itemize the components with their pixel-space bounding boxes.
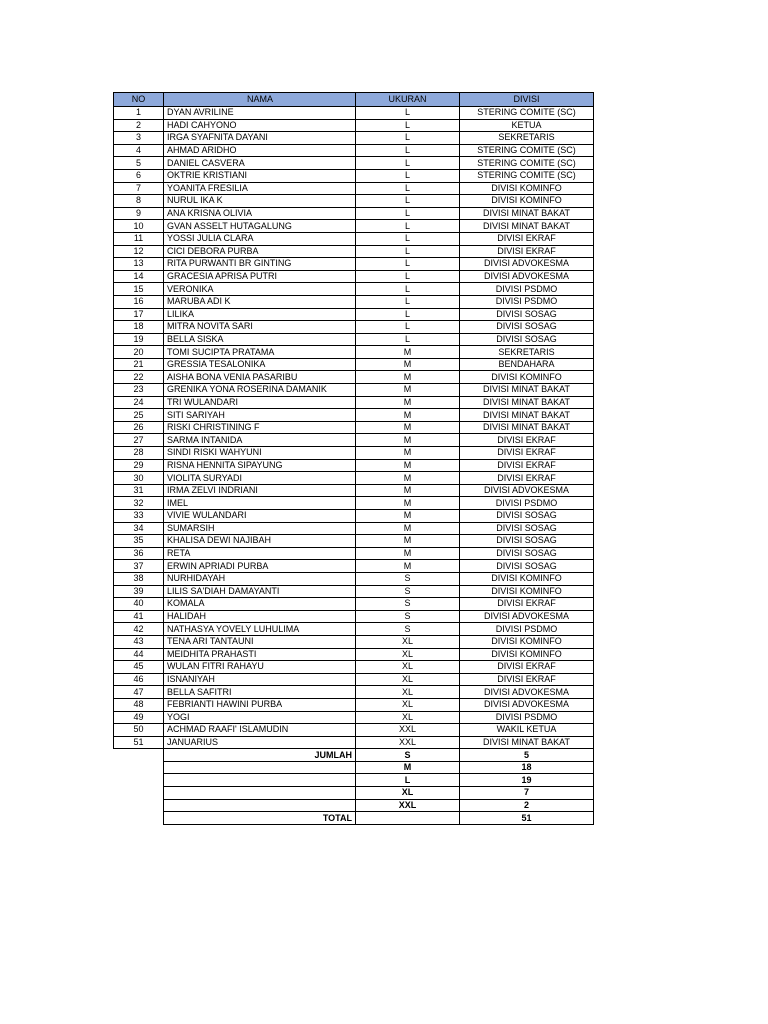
- cell-divisi[interactable]: DIVISI EKRAF: [460, 459, 594, 472]
- cell-divisi[interactable]: DIVISI SOSAG: [460, 522, 594, 535]
- table-row: [114, 547, 594, 560]
- cell-no[interactable]: 32: [114, 497, 164, 510]
- summary-row: [114, 749, 594, 762]
- cell-no[interactable]: 45: [114, 661, 164, 674]
- total-empty-cell[interactable]: [356, 812, 460, 825]
- summary-size[interactable]: S: [356, 749, 460, 762]
- table-row: [114, 673, 594, 686]
- summary-size[interactable]: L: [356, 774, 460, 787]
- cell-no[interactable]: 38: [114, 572, 164, 585]
- cell-divisi[interactable]: DIVISI ADVOKESMA: [460, 610, 594, 623]
- table-row: [114, 396, 594, 409]
- table-row: [114, 572, 594, 585]
- cell-divisi[interactable]: DIVISI KOMINFO: [460, 635, 594, 648]
- table-row: [114, 283, 594, 296]
- cell-divisi[interactable]: DIVISI PSDMO: [460, 623, 594, 636]
- cell-ukuran[interactable]: L: [356, 283, 460, 296]
- cell-ukuran[interactable]: L: [356, 232, 460, 245]
- summary-row: [114, 774, 594, 787]
- header-row: [114, 93, 594, 107]
- cell-ukuran[interactable]: M: [356, 434, 460, 447]
- cell-nama[interactable]: YOSSI JULIA CLARA: [164, 232, 356, 245]
- cell-divisi[interactable]: DIVISI ADVOKESMA: [460, 258, 594, 271]
- cell-divisi[interactable]: STERING COMITE (SC): [460, 169, 594, 182]
- table-row: [114, 144, 594, 157]
- cell-no[interactable]: 3: [114, 132, 164, 145]
- cell-no[interactable]: 34: [114, 522, 164, 535]
- blank-cell: [114, 761, 164, 774]
- table-row: [114, 661, 594, 674]
- cell-ukuran[interactable]: XL: [356, 686, 460, 699]
- cell-nama[interactable]: AHMAD ARIDHO: [164, 144, 356, 157]
- cell-divisi[interactable]: DIVISI EKRAF: [460, 245, 594, 258]
- cell-no[interactable]: 39: [114, 585, 164, 598]
- cell-ukuran[interactable]: L: [356, 321, 460, 334]
- cell-nama[interactable]: TRI WULANDARI: [164, 396, 356, 409]
- cell-nama[interactable]: AISHA BONA VENIA PASARIBU: [164, 371, 356, 384]
- cell-divisi[interactable]: DIVISI ADVOKESMA: [460, 484, 594, 497]
- cell-divisi[interactable]: DIVISI SOSAG: [460, 547, 594, 560]
- table-row: [114, 560, 594, 573]
- header-nama[interactable]: NAMA: [164, 93, 356, 107]
- cell-nama[interactable]: MITRA NOVITA SARI: [164, 321, 356, 334]
- table-row: [114, 258, 594, 271]
- table-row: [114, 484, 594, 497]
- summary-label-cell[interactable]: [164, 799, 356, 812]
- cell-nama[interactable]: RETA: [164, 547, 356, 560]
- cell-no[interactable]: 17: [114, 308, 164, 321]
- table-row: [114, 409, 594, 422]
- cell-ukuran[interactable]: M: [356, 472, 460, 485]
- cell-ukuran[interactable]: M: [356, 409, 460, 422]
- table-row: [114, 270, 594, 283]
- cell-divisi[interactable]: DIVISI KOMINFO: [460, 572, 594, 585]
- cell-no[interactable]: 20: [114, 346, 164, 359]
- cell-nama[interactable]: SINDI RISKI WAHYUNI: [164, 447, 356, 460]
- cell-nama[interactable]: TENA ARI TANTAUNI: [164, 635, 356, 648]
- cell-ukuran[interactable]: M: [356, 396, 460, 409]
- cell-divisi[interactable]: DIVISI MINAT BAKAT: [460, 421, 594, 434]
- cell-no[interactable]: 13: [114, 258, 164, 271]
- cell-no[interactable]: 10: [114, 220, 164, 233]
- table-row: [114, 472, 594, 485]
- table-row: [114, 358, 594, 371]
- table-body: [114, 107, 594, 825]
- cell-nama[interactable]: GVAN ASSELT HUTAGALUNG: [164, 220, 356, 233]
- summary-label-cell[interactable]: [164, 774, 356, 787]
- cell-divisi[interactable]: DIVISI MINAT BAKAT: [460, 384, 594, 397]
- summary-count[interactable]: 18: [460, 761, 594, 774]
- cell-divisi[interactable]: DIVISI PSDMO: [460, 295, 594, 308]
- table-row: [114, 724, 594, 737]
- summary-count[interactable]: 19: [460, 774, 594, 787]
- cell-no[interactable]: 48: [114, 698, 164, 711]
- table-row: [114, 497, 594, 510]
- cell-ukuran[interactable]: L: [356, 245, 460, 258]
- cell-divisi[interactable]: DIVISI EKRAF: [460, 232, 594, 245]
- table-row: [114, 384, 594, 397]
- cell-ukuran[interactable]: L: [356, 207, 460, 220]
- cell-nama[interactable]: ANA KRISNA OLIVIA: [164, 207, 356, 220]
- cell-divisi[interactable]: WAKIL KETUA: [460, 724, 594, 737]
- cell-ukuran[interactable]: L: [356, 258, 460, 271]
- cell-nama[interactable]: FEBRIANTI HAWINI PURBA: [164, 698, 356, 711]
- cell-ukuran[interactable]: XL: [356, 661, 460, 674]
- cell-divisi[interactable]: DIVISI EKRAF: [460, 661, 594, 674]
- cell-ukuran[interactable]: M: [356, 384, 460, 397]
- cell-divisi[interactable]: DIVISI MINAT BAKAT: [460, 396, 594, 409]
- cell-no[interactable]: 18: [114, 321, 164, 334]
- summary-size[interactable]: XL: [356, 787, 460, 800]
- cell-no[interactable]: 11: [114, 232, 164, 245]
- cell-ukuran[interactable]: S: [356, 585, 460, 598]
- cell-nama[interactable]: VERONIKA: [164, 283, 356, 296]
- summary-row: [114, 761, 594, 774]
- cell-no[interactable]: 8: [114, 195, 164, 208]
- table-row: [114, 107, 594, 120]
- cell-nama[interactable]: TOMI SUCIPTA PRATAMA: [164, 346, 356, 359]
- cell-nama[interactable]: CICI DEBORA PURBA: [164, 245, 356, 258]
- table-row: [114, 711, 594, 724]
- table-row: [114, 132, 594, 145]
- table-row: [114, 220, 594, 233]
- cell-divisi[interactable]: DIVISI ADVOKESMA: [460, 270, 594, 283]
- blank-cell: [114, 774, 164, 787]
- cell-divisi[interactable]: KETUA: [460, 119, 594, 132]
- table-row: [114, 182, 594, 195]
- cell-ukuran[interactable]: L: [356, 220, 460, 233]
- cell-nama[interactable]: IRMA ZELVI INDRIANI: [164, 484, 356, 497]
- cell-no[interactable]: 26: [114, 421, 164, 434]
- summary-count[interactable]: 5: [460, 749, 594, 762]
- table-row: [114, 195, 594, 208]
- cell-nama[interactable]: DANIEL CASVERA: [164, 157, 356, 170]
- table-row: [114, 119, 594, 132]
- table-row: [114, 207, 594, 220]
- cell-ukuran[interactable]: M: [356, 497, 460, 510]
- cell-no[interactable]: 37: [114, 560, 164, 573]
- cell-divisi[interactable]: DIVISI SOSAG: [460, 333, 594, 346]
- cell-divisi[interactable]: DIVISI KOMINFO: [460, 585, 594, 598]
- cell-no[interactable]: 33: [114, 510, 164, 523]
- cell-nama[interactable]: GRACESIA APRISA PUTRI: [164, 270, 356, 283]
- cell-divisi[interactable]: DIVISI SOSAG: [460, 535, 594, 548]
- table-row: [114, 346, 594, 359]
- cell-ukuran[interactable]: M: [356, 484, 460, 497]
- cell-divisi[interactable]: DIVISI PSDMO: [460, 497, 594, 510]
- summary-row: [114, 799, 594, 812]
- cell-divisi[interactable]: DIVISI EKRAF: [460, 434, 594, 447]
- cell-ukuran[interactable]: M: [356, 371, 460, 384]
- cell-ukuran[interactable]: L: [356, 308, 460, 321]
- cell-ukuran[interactable]: XL: [356, 635, 460, 648]
- cell-ukuran[interactable]: M: [356, 522, 460, 535]
- table-row: [114, 245, 594, 258]
- cell-ukuran[interactable]: L: [356, 333, 460, 346]
- table-row: [114, 610, 594, 623]
- total-row: [114, 812, 594, 825]
- cell-ukuran[interactable]: M: [356, 346, 460, 359]
- cell-no[interactable]: 4: [114, 144, 164, 157]
- cell-ukuran[interactable]: XL: [356, 648, 460, 661]
- summary-count[interactable]: 7: [460, 787, 594, 800]
- summary-label-cell[interactable]: [164, 787, 356, 800]
- cell-no[interactable]: 24: [114, 396, 164, 409]
- cell-nama[interactable]: RISNA HENNITA SIPAYUNG: [164, 459, 356, 472]
- cell-nama[interactable]: SITI SARIYAH: [164, 409, 356, 422]
- cell-no[interactable]: 35: [114, 535, 164, 548]
- table-row: [114, 447, 594, 460]
- cell-ukuran[interactable]: S: [356, 610, 460, 623]
- cell-nama[interactable]: LILIS SA'DIAH DAMAYANTI: [164, 585, 356, 598]
- cell-divisi[interactable]: DIVISI EKRAF: [460, 598, 594, 611]
- cell-nama[interactable]: NATHASYA YOVELY LUHULIMA: [164, 623, 356, 636]
- blank-cell: [114, 749, 164, 762]
- cell-divisi[interactable]: DIVISI SOSAG: [460, 560, 594, 573]
- header-divisi[interactable]: DIVISI: [460, 93, 594, 107]
- cell-ukuran[interactable]: M: [356, 421, 460, 434]
- cell-no[interactable]: 7: [114, 182, 164, 195]
- summary-size[interactable]: M: [356, 761, 460, 774]
- cell-nama[interactable]: MARUBA ADI K: [164, 295, 356, 308]
- cell-ukuran[interactable]: XXL: [356, 724, 460, 737]
- cell-divisi[interactable]: DIVISI SOSAG: [460, 321, 594, 334]
- cell-divisi[interactable]: DIVISI PSDMO: [460, 711, 594, 724]
- cell-nama[interactable]: HADI CAHYONO: [164, 119, 356, 132]
- cell-no[interactable]: 44: [114, 648, 164, 661]
- cell-ukuran[interactable]: S: [356, 572, 460, 585]
- blank-cell: [114, 787, 164, 800]
- table-row: [114, 598, 594, 611]
- cell-ukuran[interactable]: L: [356, 157, 460, 170]
- cell-no[interactable]: 1: [114, 107, 164, 120]
- cell-nama[interactable]: HALIDAH: [164, 610, 356, 623]
- cell-ukuran[interactable]: M: [356, 535, 460, 548]
- cell-divisi[interactable]: DIVISI MINAT BAKAT: [460, 207, 594, 220]
- jumlah-label[interactable]: JUMLAH: [164, 749, 356, 762]
- table-row: [114, 585, 594, 598]
- cell-nama[interactable]: SARMA INTANIDA: [164, 434, 356, 447]
- cell-nama[interactable]: KHALISA DEWI NAJIBAH: [164, 535, 356, 548]
- cell-divisi[interactable]: DIVISI ADVOKESMA: [460, 686, 594, 699]
- cell-no[interactable]: 6: [114, 169, 164, 182]
- cell-no[interactable]: 41: [114, 610, 164, 623]
- cell-nama[interactable]: NURHIDAYAH: [164, 572, 356, 585]
- table-row: [114, 434, 594, 447]
- table-row: [114, 686, 594, 699]
- header-no[interactable]: NO: [114, 93, 164, 107]
- cell-no[interactable]: 27: [114, 434, 164, 447]
- cell-nama[interactable]: IMEL: [164, 497, 356, 510]
- cell-divisi[interactable]: DIVISI EKRAF: [460, 472, 594, 485]
- table-row: [114, 308, 594, 321]
- cell-ukuran[interactable]: L: [356, 144, 460, 157]
- cell-ukuran[interactable]: L: [356, 195, 460, 208]
- cell-ukuran[interactable]: M: [356, 510, 460, 523]
- cell-ukuran[interactable]: XL: [356, 711, 460, 724]
- cell-divisi[interactable]: STERING COMITE (SC): [460, 107, 594, 120]
- cell-ukuran[interactable]: L: [356, 132, 460, 145]
- cell-no[interactable]: 49: [114, 711, 164, 724]
- cell-no[interactable]: 19: [114, 333, 164, 346]
- cell-ukuran[interactable]: M: [356, 459, 460, 472]
- cell-divisi[interactable]: STERING COMITE (SC): [460, 157, 594, 170]
- cell-nama[interactable]: OKTRIE KRISTIANI: [164, 169, 356, 182]
- cell-nama[interactable]: RISKI CHRISTINING F: [164, 421, 356, 434]
- cell-no[interactable]: 25: [114, 409, 164, 422]
- cell-no[interactable]: 22: [114, 371, 164, 384]
- cell-nama[interactable]: SUMARSIH: [164, 522, 356, 535]
- summary-row: [114, 787, 594, 800]
- cell-no[interactable]: 16: [114, 295, 164, 308]
- blank-cell: [114, 799, 164, 812]
- cell-no[interactable]: 36: [114, 547, 164, 560]
- cell-no[interactable]: 28: [114, 447, 164, 460]
- cell-divisi[interactable]: SEKRETARIS: [460, 132, 594, 145]
- cell-ukuran[interactable]: L: [356, 295, 460, 308]
- cell-ukuran[interactable]: M: [356, 447, 460, 460]
- cell-divisi[interactable]: SEKRETARIS: [460, 346, 594, 359]
- table-row: [114, 522, 594, 535]
- table-row: [114, 232, 594, 245]
- cell-divisi[interactable]: DIVISI EKRAF: [460, 447, 594, 460]
- cell-nama[interactable]: VIVIE WULANDARI: [164, 510, 356, 523]
- cell-ukuran[interactable]: M: [356, 547, 460, 560]
- cell-no[interactable]: 14: [114, 270, 164, 283]
- cell-divisi[interactable]: DIVISI KOMINFO: [460, 648, 594, 661]
- summary-count[interactable]: 2: [460, 799, 594, 812]
- cell-no[interactable]: 29: [114, 459, 164, 472]
- cell-divisi[interactable]: DIVISI PSDMO: [460, 283, 594, 296]
- header-ukuran[interactable]: UKURAN: [356, 93, 460, 107]
- table-row: [114, 648, 594, 661]
- cell-ukuran[interactable]: L: [356, 119, 460, 132]
- cell-divisi[interactable]: DIVISI KOMINFO: [460, 195, 594, 208]
- cell-nama[interactable]: ACHMAD RAAFI' ISLAMUDIN: [164, 724, 356, 737]
- cell-nama[interactable]: KOMALA: [164, 598, 356, 611]
- cell-nama[interactable]: RITA PURWANTI BR GINTING: [164, 258, 356, 271]
- blank-cell: [114, 812, 164, 825]
- cell-ukuran[interactable]: M: [356, 358, 460, 371]
- cell-divisi[interactable]: DIVISI ADVOKESMA: [460, 698, 594, 711]
- table-row: [114, 535, 594, 548]
- summary-size[interactable]: XXL: [356, 799, 460, 812]
- cell-nama[interactable]: JANUARIUS: [164, 736, 356, 749]
- cell-nama[interactable]: GRENIKA YONA ROSERINA DAMANIK: [164, 384, 356, 397]
- cell-divisi[interactable]: DIVISI EKRAF: [460, 673, 594, 686]
- table-row: [114, 459, 594, 472]
- table-row: [114, 736, 594, 749]
- cell-no[interactable]: 50: [114, 724, 164, 737]
- cell-ukuran[interactable]: XL: [356, 673, 460, 686]
- table-row: [114, 321, 594, 334]
- table-row: [114, 371, 594, 384]
- cell-nama[interactable]: YOANITA FRESILIA: [164, 182, 356, 195]
- size-roster-table: [113, 92, 594, 825]
- table-row: [114, 333, 594, 346]
- cell-nama[interactable]: BELLA SISKA: [164, 333, 356, 346]
- cell-divisi[interactable]: DIVISI SOSAG: [460, 510, 594, 523]
- cell-divisi[interactable]: DIVISI MINAT BAKAT: [460, 409, 594, 422]
- cell-no[interactable]: 5: [114, 157, 164, 170]
- table-row: [114, 635, 594, 648]
- cell-no[interactable]: 15: [114, 283, 164, 296]
- cell-ukuran[interactable]: XL: [356, 698, 460, 711]
- total-value[interactable]: 51: [460, 812, 594, 825]
- cell-no[interactable]: 2: [114, 119, 164, 132]
- table-row: [114, 698, 594, 711]
- cell-nama[interactable]: LILIKA: [164, 308, 356, 321]
- table-row: [114, 623, 594, 636]
- cell-nama[interactable]: MEIDHITA PRAHASTI: [164, 648, 356, 661]
- cell-divisi[interactable]: STERING COMITE (SC): [460, 144, 594, 157]
- summary-label-cell[interactable]: [164, 761, 356, 774]
- cell-no[interactable]: 9: [114, 207, 164, 220]
- cell-divisi[interactable]: DIVISI KOMINFO: [460, 182, 594, 195]
- cell-divisi[interactable]: DIVISI SOSAG: [460, 308, 594, 321]
- cell-divisi[interactable]: BENDAHARA: [460, 358, 594, 371]
- cell-divisi[interactable]: DIVISI KOMINFO: [460, 371, 594, 384]
- cell-ukuran[interactable]: L: [356, 107, 460, 120]
- cell-nama[interactable]: YOGI: [164, 711, 356, 724]
- cell-nama[interactable]: WULAN FITRI RAHAYU: [164, 661, 356, 674]
- cell-no[interactable]: 40: [114, 598, 164, 611]
- cell-nama[interactable]: ERWIN APRIADI PURBA: [164, 560, 356, 573]
- cell-divisi[interactable]: DIVISI MINAT BAKAT: [460, 220, 594, 233]
- cell-no[interactable]: 30: [114, 472, 164, 485]
- cell-nama[interactable]: BELLA SAFITRI: [164, 686, 356, 699]
- cell-no[interactable]: 43: [114, 635, 164, 648]
- cell-ukuran[interactable]: S: [356, 598, 460, 611]
- cell-nama[interactable]: GRESSIA TESALONIKA: [164, 358, 356, 371]
- cell-ukuran[interactable]: S: [356, 623, 460, 636]
- cell-ukuran[interactable]: L: [356, 169, 460, 182]
- total-label[interactable]: TOTAL: [164, 812, 356, 825]
- cell-no[interactable]: 21: [114, 358, 164, 371]
- cell-no[interactable]: 42: [114, 623, 164, 636]
- table-row: [114, 421, 594, 434]
- cell-ukuran[interactable]: M: [356, 560, 460, 573]
- cell-no[interactable]: 47: [114, 686, 164, 699]
- cell-no[interactable]: 51: [114, 736, 164, 749]
- table-row: [114, 295, 594, 308]
- cell-no[interactable]: 12: [114, 245, 164, 258]
- cell-divisi[interactable]: DIVISI MINAT BAKAT: [460, 736, 594, 749]
- cell-nama[interactable]: ISNANIYAH: [164, 673, 356, 686]
- cell-nama[interactable]: IRGA SYAFNITA DAYANI: [164, 132, 356, 145]
- cell-no[interactable]: 31: [114, 484, 164, 497]
- cell-no[interactable]: 46: [114, 673, 164, 686]
- cell-nama[interactable]: VIOLITA SURYADI: [164, 472, 356, 485]
- cell-ukuran[interactable]: L: [356, 270, 460, 283]
- table-row: [114, 510, 594, 523]
- cell-no[interactable]: 23: [114, 384, 164, 397]
- cell-ukuran[interactable]: L: [356, 182, 460, 195]
- cell-ukuran[interactable]: XXL: [356, 736, 460, 749]
- cell-nama[interactable]: DYAN AVRILINE: [164, 107, 356, 120]
- table-row: [114, 157, 594, 170]
- table-row: [114, 169, 594, 182]
- cell-nama[interactable]: NURUL IKA K: [164, 195, 356, 208]
